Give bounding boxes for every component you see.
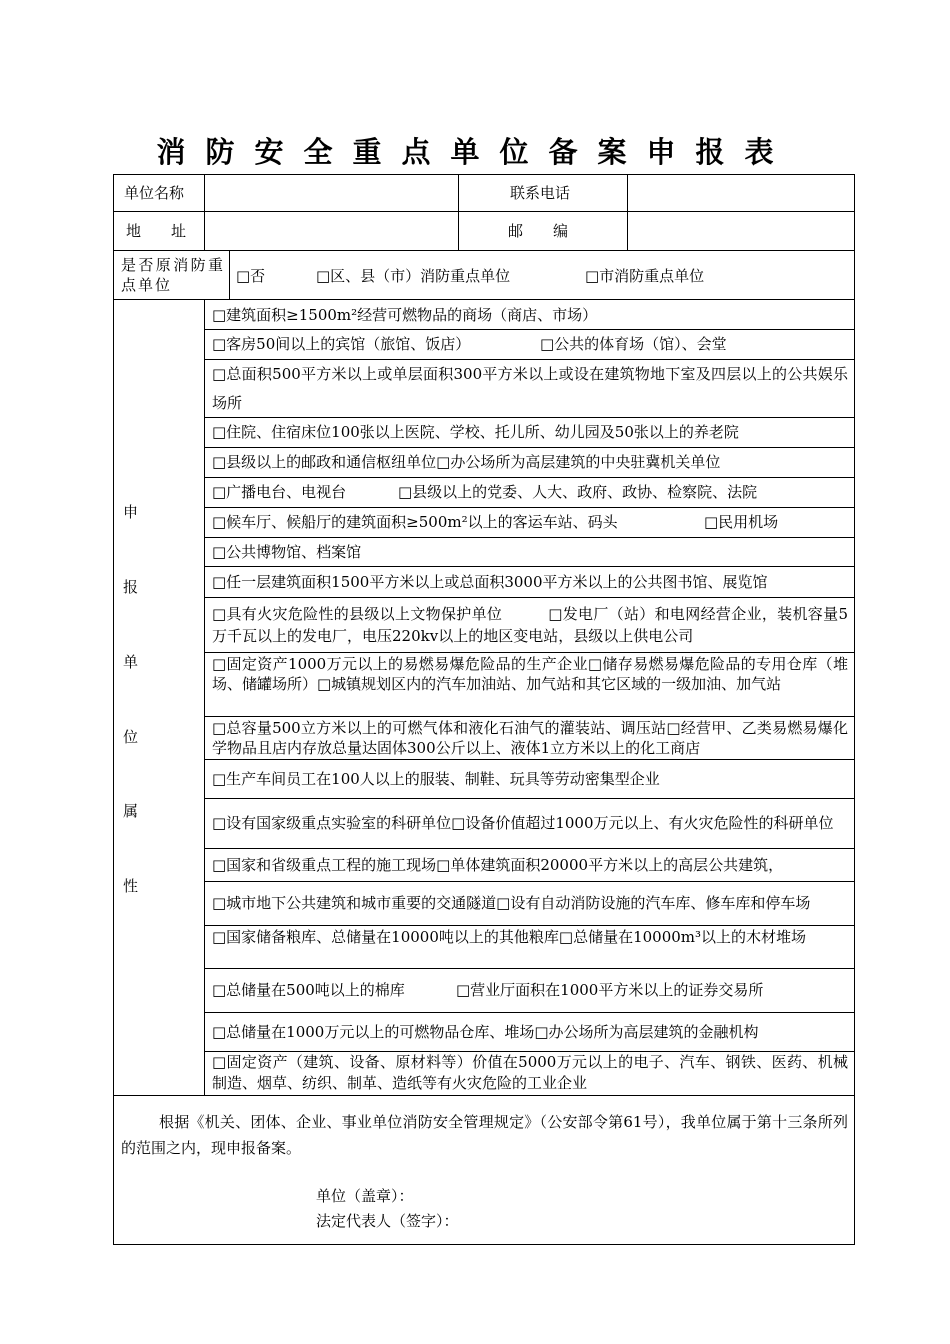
row-divider <box>204 507 855 508</box>
attribute-option[interactable]: □总容量500立方米以上的可燃气体和液化石油气的灌装站、调压站□经营甲、乙类易燃易爆化学物品且店内存放总量达固体300公斤以上、液体1立方米以上的化工商店 <box>212 719 848 757</box>
attribute-option[interactable]: □总储量在500吨以上的棉库 <box>212 981 405 999</box>
legal-representative-label: 法定代表人（签字）： <box>316 1212 459 1230</box>
row-divider <box>204 447 855 448</box>
prior-option-no[interactable]: □否 <box>236 267 266 285</box>
table-border-right <box>854 174 855 1245</box>
column-divider <box>204 174 205 251</box>
column-divider <box>627 174 628 251</box>
row-divider <box>204 716 855 717</box>
postcode-label: 邮 编 <box>508 222 569 240</box>
phone-label: 联系电话 <box>510 184 571 202</box>
page-title: 消防安全重点单位备案申报表 <box>156 135 794 169</box>
row-divider <box>204 759 855 760</box>
row-divider <box>204 881 855 882</box>
row-divider <box>113 299 855 300</box>
attribute-option[interactable]: □任一层建筑面积1500平方米以上或总面积3000平方米以上的公共图书馆、展览馆 <box>212 573 768 591</box>
attribute-option[interactable]: □设有国家级重点实验室的科研单位□设备价值超过1000万元以上、有火灾危险性的科研单位 <box>212 814 834 832</box>
prior-option-city[interactable]: □市消防重点单位 <box>585 267 705 285</box>
row-divider <box>204 597 855 598</box>
attribute-option[interactable]: □县级以上的邮政和通信枢纽单位□办公场所为高层建筑的中央驻冀机关单位 <box>212 453 721 471</box>
phone-field[interactable] <box>629 176 852 209</box>
attribute-option[interactable]: □建筑面积≥1500m²经营可燃物品的商场（商店、市场） <box>212 306 598 324</box>
attribute-label-char: 单 <box>123 653 139 671</box>
row-divider <box>204 925 855 926</box>
row-divider <box>204 566 855 567</box>
attribute-option[interactable]: □县级以上的党委、人大、政府、政协、检察院、法院 <box>398 483 758 501</box>
attribute-option[interactable]: □固定资产1000万元以上的易燃易爆危险品的生产企业□储存易燃易爆危险品的专用仓库（堆场、储罐场所）□城镇规划区内的汽车加油站、加气站和其它区域的一级加油、加气站 <box>212 655 848 693</box>
attribute-option[interactable]: □候车厅、候船厅的建筑面积≥500m²以上的客运车站、码头 <box>212 513 618 531</box>
row-divider <box>204 417 855 418</box>
row-divider <box>113 250 855 251</box>
attribute-label-char: 位 <box>123 728 139 746</box>
attribute-option[interactable]: □城市地下公共建筑和城市重要的交通隧道□设有自动消防设施的汽车库、修车库和停车场 <box>212 894 811 912</box>
postcode-field[interactable] <box>629 213 852 248</box>
row-divider <box>204 798 855 799</box>
row-divider <box>113 211 855 212</box>
attribute-option[interactable]: □住院、住宿床位100张以上医院、学校、托儿所、幼儿园及50张以上的养老院 <box>212 423 739 441</box>
column-divider <box>458 174 459 251</box>
attribute-label-char: 性 <box>123 877 139 895</box>
column-divider <box>204 299 205 1096</box>
table-border-bottom <box>113 1244 855 1245</box>
row-divider <box>204 848 855 849</box>
statement-text: 根据《机关、团体、企业、事业单位消防安全管理规定》（公安部令第61号），我单位属于第十三条所列的范围之内，现申报备案。 <box>121 1113 848 1157</box>
prior-unit-label: 是否原消防重点单位 <box>121 256 225 294</box>
row-divider <box>204 1012 855 1013</box>
attribute-option[interactable]: □国家储备粮库、总储量在10000吨以上的其他粮库□总储量在10000m³以上的木材堆场 <box>212 928 807 946</box>
attribute-option[interactable]: □民用机场 <box>704 513 779 531</box>
attribute-option[interactable]: □广播电台、电视台 <box>212 483 347 501</box>
attribute-option[interactable]: □国家和省级重点工程的施工现场□单体建筑面积20000平方米以上的高层公共建筑， <box>212 856 784 874</box>
row-divider <box>204 968 855 969</box>
table-border-top <box>113 174 855 175</box>
attribute-option[interactable]: □固定资产（建筑、设备、原材料等）价值在5000万元以上的电子、汽车、钢铁、医药、机械制造、烟草、纺织、制革、造纸等有火灾危险的工业企业 <box>212 1053 848 1092</box>
attribute-option[interactable]: □生产车间员工在100人以上的服装、制鞋、玩具等劳动密集型企业 <box>212 770 660 788</box>
address-field[interactable] <box>206 213 456 248</box>
attribute-option[interactable]: □具有火灾危险性的县级以上文物保护单位 □发电厂（站）和电网经营企业，装机容量5万千瓦以上的发电厂，电压220kv以上的地区变电站，县级以上供电公司 <box>212 605 848 645</box>
seal-label: 单位（盖章）： <box>316 1187 414 1205</box>
table-border-left <box>113 174 114 1245</box>
attribute-option[interactable]: □公共博物馆、档案馆 <box>212 543 362 561</box>
attribute-option[interactable]: □总面积500平方米以上或单层面积300平方米以上或设在建筑物地下室及四层以上的公共娱乐场所 <box>212 365 848 412</box>
row-divider <box>204 477 855 478</box>
attribute-label-char: 属 <box>123 802 139 820</box>
attribute-option[interactable]: □公共的体育场（馆）、会堂 <box>540 335 727 353</box>
attribute-label-char: 申 <box>123 503 139 521</box>
unit-name-label: 单位名称 <box>124 184 185 202</box>
attribute-label-char: 报 <box>123 578 139 596</box>
attribute-option[interactable]: □营业厅面积在1000平方米以上的证券交易所 <box>456 981 764 999</box>
row-divider <box>204 329 855 330</box>
row-divider <box>204 537 855 538</box>
row-divider <box>204 652 855 653</box>
column-divider <box>229 250 230 300</box>
address-label: 地 址 <box>126 222 187 240</box>
prior-option-county[interactable]: □区、县（市）消防重点单位 <box>316 267 511 285</box>
attribute-option[interactable]: □客房50间以上的宾馆（旅馆、饭店） <box>212 335 471 353</box>
unit-name-field[interactable] <box>206 176 456 209</box>
attribute-option[interactable]: □总储量在1000万元以上的可燃物品仓库、堆场□办公场所为高层建筑的金融机构 <box>212 1023 759 1041</box>
row-divider <box>113 1095 855 1096</box>
